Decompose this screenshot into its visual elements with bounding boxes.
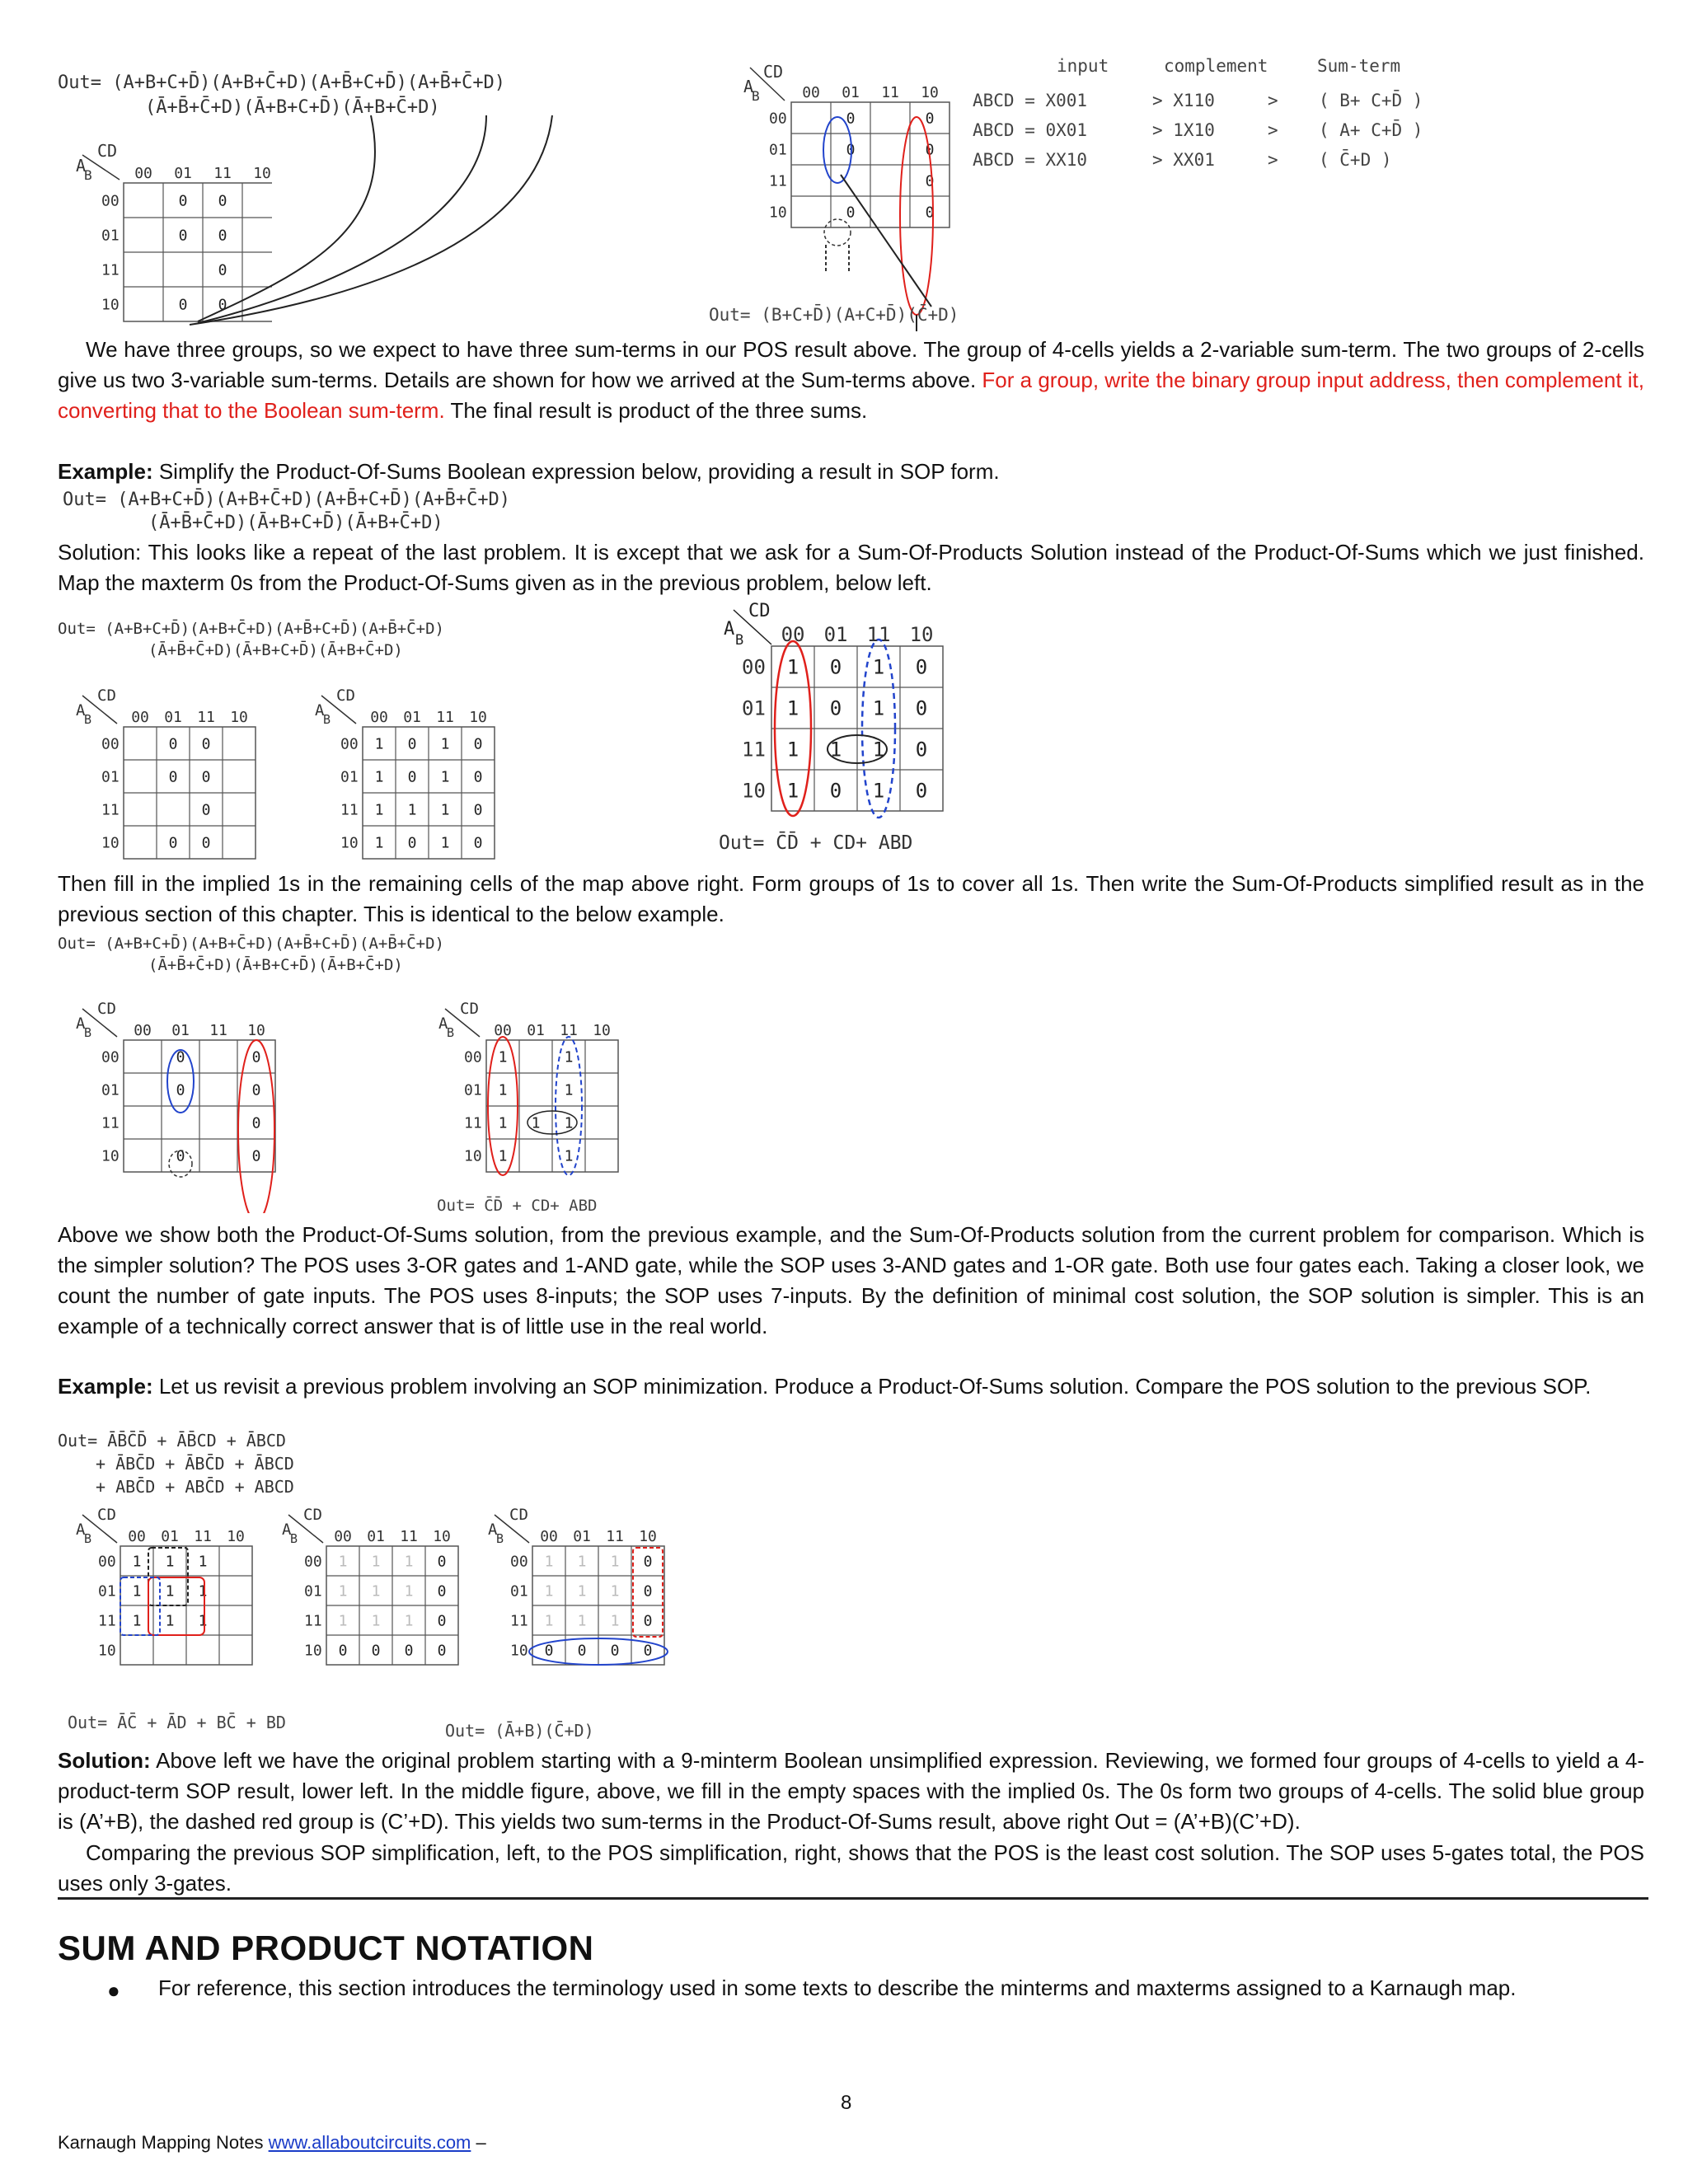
kmap-cell-value: 0 [473,834,483,852]
kmap-row-header: 10 [101,834,120,852]
kmap-cell-value: 0 [437,1612,447,1630]
kmap-cell-value: 0 [925,141,935,159]
kmap-row-header: 00 [340,735,359,753]
kmap-cell-value: 0 [168,834,178,852]
kmap-row-header: 00 [101,1048,120,1066]
kmap-cell-value: 0 [829,655,842,679]
kmap-cell-value: 0 [178,296,188,314]
kmap-row-header: 00 [464,1048,482,1066]
kmap-cell-value: 1 [407,801,417,819]
table-row2-sumterm: ( A+ C+D̄ ) [1319,120,1423,140]
kmap-row-header: 01 [769,141,787,159]
kmap-col-header: 11 [209,1022,227,1039]
kmap-row-header: 01 [101,227,120,245]
example2-out-sop: Out= ĀC̄ + ĀD + BC̄ + BD [68,1713,286,1732]
kmap-cell-value: 1 [198,1612,208,1630]
kmap-cell-value: 1 [786,655,799,679]
example1-expression-line1: Out= (A+B+C+D̄)(A+B+C̄+D)(A+B̄+C+D̄)(A+B̄+C̄+D) [63,490,511,510]
kmap-cell-value: 0 [473,735,483,753]
kmap-col-header: 11 [400,1528,418,1545]
kmap-col-header: 00 [128,1528,146,1545]
kmap-cell-value: 1 [544,1612,554,1630]
kmap-fig3-left [58,999,297,1213]
svg-text:B: B [84,712,92,727]
kmap-row-header: 01 [340,768,359,786]
kmap-cell-value: 1 [165,1582,175,1601]
solution2-comparison: Comparing the previous SOP simplification, left, to the POS simplification, right, shows that the POS is the least cost solution. The SOP uses 5-gates total, the POS uses only 3-gates. [58,1840,1644,1896]
kmap-row-header: 00 [101,735,120,753]
svg-text:B: B [84,1531,92,1546]
kmap-row-header: 01 [101,768,120,786]
svg-text:CD: CD [763,62,784,82]
table-row3-sumterm: ( C̄+D ) [1319,150,1392,170]
kmap-col-header: 10 [230,709,248,726]
kmap-cell-value: 0 [915,738,928,762]
svg-text:A: A [76,701,86,719]
kmap-row-header: 01 [742,696,766,720]
kmap-cell-value: 1 [132,1582,142,1601]
kmap-col-header: 10 [639,1528,657,1545]
kmap-cell-value: 1 [404,1612,414,1630]
kmap-cell-value: 1 [786,738,799,762]
kmap-row-header: 01 [101,1081,120,1099]
svg-text:B: B [290,1531,298,1546]
kmap-cell-value: 1 [872,738,885,762]
kmap-cell-value: 0 [251,1081,261,1099]
kmap-ex2-left [58,1505,272,1694]
kmap-cell-value: 1 [404,1553,414,1571]
example2-expression-line1: Out= ĀB̄C̄D̄ + ĀB̄CD + ĀBCD [58,1431,286,1451]
kmap-cell-value: 1 [564,1081,574,1099]
kmap-cell-value: 1 [440,768,450,786]
kmap-cell-value: 0 [251,1048,261,1066]
table-row1-input: ABCD = X001 [973,91,1088,110]
kmap-col-header: 01 [171,1022,190,1039]
svg-text:CD: CD [460,1000,479,1018]
kmap-cell-value: 0 [915,779,928,803]
kmap-row-header: 11 [101,801,120,819]
kmap-cell-value: 1 [338,1612,348,1630]
kmap-cell-value: 1 [577,1582,587,1601]
kmap-col-header: 01 [527,1022,545,1039]
example1-expression-line2: (Ā+B̄+C̄+D)(Ā+B+C+D̄)(Ā+B+C̄+D) [148,513,443,533]
kmap-row-header: 01 [510,1582,528,1601]
table-row1-arrow: > [1268,91,1278,110]
kmap-row-header: 11 [742,738,766,762]
kmap-row-header: 11 [101,261,120,279]
kmap-cell-value: 1 [610,1553,620,1571]
kmap-col-header: 01 [823,623,848,646]
kmap-cell-value: 0 [925,172,935,190]
kmap-cell-value: 0 [437,1582,447,1601]
kmap-cell-value: 1 [498,1147,508,1165]
svg-text:A: A [282,1521,292,1539]
kmap-cell-value: 1 [132,1612,142,1630]
kmap-cell-value: 1 [531,1114,541,1132]
kmap-cell-value: 0 [643,1612,653,1630]
kmap-row-header: 01 [464,1081,482,1099]
svg-text:A: A [724,619,735,640]
kmap-col-header: 10 [433,1528,451,1545]
svg-text:A: A [743,77,754,96]
kmap-cell-value: 0 [407,768,417,786]
kmap-a-label: A [76,156,87,176]
example1-statement: Example: Simplify the Product-Of-Sums Boolean expression below, providing a result in SOP form. [58,459,1000,484]
kmap-row-header: 11 [101,1114,120,1132]
kmap-cell-value: 0 [846,204,856,222]
kmap-cell-value: 0 [643,1642,653,1660]
table-row3-complement: > XX01 [1152,150,1215,170]
kmap-cell-value: 0 [168,768,178,786]
table-row3-arrow: > [1268,150,1278,170]
kmap-col-header: 10 [909,623,934,646]
kmap-cell-value: 1 [544,1553,554,1571]
svg-text:B: B [323,712,331,727]
kmap-row-header: 10 [464,1147,482,1165]
kmap-col-header: 11 [606,1528,624,1545]
footer: Karnaugh Mapping Notes www.allaboutcircuits.com – [58,2132,486,2153]
section-heading: SUM AND PRODUCT NOTATION [58,1929,594,1967]
kmap-col-header: 00 [781,623,805,646]
kmap-cell-value: 1 [544,1582,554,1601]
kmap-col-header: 00 [494,1022,512,1039]
kmap-col-header: 11 [881,84,899,101]
kmap-cell-value: 0 [201,801,211,819]
kmap-cell-value: 0 [610,1642,620,1660]
kmap-cell-value: 0 [176,1048,185,1066]
kmap-cell-value: 1 [564,1114,574,1132]
svg-text:B: B [84,1025,92,1040]
kmap-cell-value: 1 [577,1612,587,1630]
kmap-row-header: 11 [464,1114,482,1132]
kmap-cell-value: 0 [178,192,188,210]
kmap-cell-value: 1 [404,1582,414,1601]
svg-text:CD: CD [97,687,116,705]
kmap-cell-value: 1 [338,1553,348,1571]
kmap-cell-value: 1 [374,834,384,852]
kmap-row-header: 01 [304,1582,322,1601]
kmap-cell-value: 1 [872,696,885,720]
kmap-col-header: 01 [573,1528,591,1545]
kmap-cell-value: 1 [577,1553,587,1571]
svg-text:A: A [315,701,325,719]
arrows-overlay [140,107,569,338]
kmap-cell-value: 0 [643,1582,653,1601]
kmap-row-header: 00 [101,192,120,210]
kmap-row-header: 00 [510,1553,528,1571]
kmap-cell-value: 1 [338,1582,348,1601]
table-row1-complement: > X110 [1152,91,1215,110]
kmap-col-header: 01 [164,709,182,726]
section-divider [58,1897,1648,1900]
kmap-fig2-right [715,598,1012,854]
example2-expression-line2: + ĀBC̄D + ĀBC̄D + ĀBCD [96,1454,294,1474]
kmap-col-header: 10 [247,1022,265,1039]
svg-text:CD: CD [336,687,355,705]
kmap-cell-value: 0 [829,696,842,720]
kmap-cell-value: 1 [872,655,885,679]
kmap-cell-value: 1 [371,1553,381,1571]
kmap-cell-value: 1 [440,735,450,753]
kmap-row-header: 00 [742,655,766,679]
kmap-row-header: 10 [340,834,359,852]
kmap-cd-label: CD [97,141,118,161]
kmap-cell-value: 1 [564,1048,574,1066]
fig3-expression-line2: (Ā+B̄+C̄+D)(Ā+B+C+D̄)(Ā+B+C̄+D) [148,956,403,974]
kmap-col-header: 00 [134,165,152,182]
kmap-col-header: 11 [194,1528,212,1545]
table-row3-input: ABCD = XX10 [973,150,1088,170]
kmap-col-header: 11 [436,709,454,726]
kmap-cell-value: 1 [440,801,450,819]
kmap-row-header: 10 [510,1642,528,1660]
kmap-row-header: 11 [340,801,359,819]
kmap-col-header: 01 [174,165,192,182]
kmap-row-header: 10 [101,296,120,314]
kmap-cell-value: 0 [925,204,935,222]
kmap-row-header: 00 [304,1553,322,1571]
kmap-row-header: 10 [98,1642,116,1660]
kmap-cell-value: 1 [786,696,799,720]
kmap-cell-value: 0 [404,1642,414,1660]
kmap-cell-value: 0 [251,1147,261,1165]
svg-text:A: A [438,1015,448,1033]
kmap-cell-value: 1 [872,779,885,803]
footer-link[interactable]: www.allaboutcircuits.com [268,2132,471,2153]
kmap-row-header: 11 [510,1612,528,1630]
kmap-cell-value: 1 [374,768,384,786]
svg-text:A: A [76,1015,86,1033]
paragraph-groups-explanation: We have three groups, so we expect to have three sum-terms in our POS result above. The group of 4-cells yields a 2-variable sum-term. The two groups of 2-cells give us two 3-variable sum-terms. Details are shown for how we arrived at the Sum-terms above. For a group, write the binary group input address, then complement it, converting that to the Boolean sum-term. The final result is product of the three sums. [58,337,1644,423]
kmap-col-header: 00 [802,84,820,101]
kmap-cell-value: 0 [915,655,928,679]
kmap-cell-value: 0 [338,1642,348,1660]
solution1-text: Solution: This looks like a repeat of the last problem. It is except that we ask for a Sum-Of-Products Solution instead of the Product-Of-Sums which we just finished. Map the maxterm 0s from the Product-Of-Sums given as in the previous problem, below left. [58,540,1644,595]
svg-text:B: B [752,88,760,104]
kmap-cell-value: 1 [374,801,384,819]
kmap-col-header: 10 [921,84,939,101]
bullet-text: For reference, this section introduces the terminology used in some texts to describe the minterms and maxterms assigned to a Karnaugh map. [158,1975,1517,2000]
kmap-cell-value: 1 [165,1612,175,1630]
table-row1-sumterm: ( B+ C+D̄ ) [1319,91,1423,110]
kmap-cell-value: 0 [201,735,211,753]
red-highlight-text: For a group, write the binary group input address, then complement it, converting that to the Boolean sum-term. [58,368,1644,423]
kmap-cell-value: 0 [473,768,483,786]
example2-expression-line3: + ABC̄D + ABC̄D + ABCD [96,1477,294,1497]
kmap-cell-value: 1 [610,1612,620,1630]
kmap-cell-value: 0 [925,110,935,128]
kmap-cell-value: 0 [251,1114,261,1132]
kmap-row-header: 10 [304,1642,322,1660]
svg-text:A: A [488,1521,498,1539]
table-header-sum-term: Sum-term [1317,56,1401,76]
kmap-col-header: 11 [560,1022,578,1039]
kmap-col-header: 10 [469,709,487,726]
kmap-cell-value: 0 [218,227,227,245]
sop-result: Out= C̄D̄ + CD+ ABD [719,832,913,854]
kmap-cell-value: 0 [846,141,856,159]
svg-text:CD: CD [303,1506,322,1524]
sop-result-small: Out= C̄D̄ + CD+ ABD [437,1197,598,1215]
kmap-col-header: 01 [842,84,860,101]
kmap-col-header: 11 [866,623,891,646]
paragraph-fill-implied-ones: Then fill in the implied 1s in the remaining cells of the map above right. Form groups of 1s to cover all 1s. Then write the Sum-Of-Products simplified result as in the previous section of this chapter. This is identical to the below example. [58,871,1644,926]
kmap-cell-value: 0 [178,227,188,245]
kmap-top-right [725,59,981,331]
kmap-row-header: 00 [98,1553,116,1571]
kmap-cell-value: 0 [201,834,211,852]
kmap-col-header: 00 [131,709,149,726]
kmap-cell-value: 0 [473,801,483,819]
fig2-expression-line1: Out= (A+B+C+D̄)(A+B+C̄+D)(A+B̄+C+D̄)(A+B̄+C̄+D) [58,620,444,638]
kmap-col-header: 10 [227,1528,245,1545]
svg-text:B: B [447,1025,455,1040]
svg-text:B: B [496,1531,504,1546]
kmap-cell-value: 0 [176,1147,185,1165]
kmap-cell-value: 0 [829,779,842,803]
kmap-row-header: 11 [304,1612,322,1630]
kmap-cell-value: 1 [132,1553,142,1571]
svg-text:CD: CD [748,601,771,621]
kmap-cell-value: 0 [371,1642,381,1660]
kmap-cell-value: 0 [407,834,417,852]
table-row2-input: ABCD = 0X01 [973,120,1088,140]
svg-text:A: A [76,1521,86,1539]
kmap-col-header: 11 [197,709,215,726]
kmap-col-header: 00 [540,1528,558,1545]
kmap-cell-value: 0 [577,1642,587,1660]
table-header-complement: complement [1164,56,1268,76]
kmap-cell-value: 0 [218,296,227,314]
svg-text:CD: CD [509,1506,528,1524]
example2-statement: Example: Let us revisit a previous problem involving an SOP minimization. Produce a Product-Of-Sums solution. Compare the POS solution to the previous SOP. [58,1374,1592,1399]
svg-text:B: B [735,632,744,649]
solution2-text: Solution: Above left we have the original problem starting with a 9-minterm Boolean unsimplified expression. Reviewing, we formed four groups of 4-cells to yield a 4-product-term SOP result, lower left. In the middle figure, above, we fill in the empty spaces with the implied 0s. The 0s form two groups of 4-cells. The solid blue group is (A’+B), the dashed red group is (C’+D). This yields two sum-terms in the Product-Of-Sums result, above right Out = (A’+B)(C’+D). [58,1748,1644,1834]
kmap-cell-value: 1 [498,1114,508,1132]
fig2-expression-line2: (Ā+B̄+C̄+D)(Ā+B+C+D̄)(Ā+B+C̄+D) [148,641,403,659]
kmap-ex2-right [470,1505,684,1694]
kmap-cell-value: 0 [915,696,928,720]
kmap-cell-value: 1 [165,1553,175,1571]
kmap-col-header: 00 [370,709,388,726]
kmap-row-header: 10 [769,204,787,222]
kmap-col-header: 01 [161,1528,179,1545]
bullet-dot: ● [107,1978,120,2003]
kmap-cell-value: 0 [643,1553,653,1571]
kmap-cell-value: 0 [176,1081,185,1099]
table-header-input: input [1057,56,1109,76]
kmap-cell-value: 1 [440,834,450,852]
kmap-col-header: 01 [367,1528,385,1545]
kmap-b-label: B [84,167,92,183]
kmap-cell-value: 0 [218,192,227,210]
kmap-cell-value: 1 [786,779,799,803]
kmap-cell-value: 1 [371,1582,381,1601]
kmap-fig2-left [58,686,272,867]
kmap-cell-value: 0 [544,1642,554,1660]
table-row2-arrow: > [1268,120,1278,140]
kmap-row-header: 11 [98,1612,116,1630]
kmap-cell-value: 0 [846,110,856,128]
kmap-col-header: 10 [593,1022,611,1039]
kmap-col-header: 10 [253,165,271,182]
svg-text:CD: CD [97,1506,116,1524]
kmap-cell-value: 0 [218,261,227,279]
paragraph-comparison: Above we show both the Product-Of-Sums solution, from the previous example, and the Sum-Of-Products solution from the current problem for comparison. Which is the simpler solution? The POS uses 3-OR gates and 1-AND gate, while the SOP uses 3-AND gates and 1-OR gate. Both use four gates each. Taking a closer look, we count the number of gate inputs. The POS uses 8-inputs; the SOP uses 7-inputs. By the definition of minimal cost solution, the SOP solution is simpler. This is an example of a technically correct answer that is of little use in the real world. [58,1222,1644,1338]
kmap-cell-value: 0 [437,1553,447,1571]
kmap-col-header: 00 [334,1528,352,1545]
top-out-result: Out= (B+C+D̄)(A+C+D̄)(C̄+D) [709,305,959,325]
kmap-cell-value: 1 [829,738,842,762]
example2-out-pos: Out= (Ā+B)(C̄+D) [445,1721,594,1741]
top-out-expression-line2: (Ā+B̄+C̄+D)(Ā+B+C+D̄)(Ā+B+C̄+D) [145,97,440,118]
top-out-expression-line1: Out= (A+B+C+D̄)(A+B+C̄+D)(A+B̄+C+D̄)(A+B̄+C̄+D) [58,73,506,93]
kmap-col-header: 01 [403,709,421,726]
kmap-cell-value: 1 [374,735,384,753]
kmap-fig2-middle [297,686,511,867]
kmap-fig3-right [420,999,635,1213]
kmap-row-header: 10 [742,779,766,803]
kmap-cell-value: 1 [610,1582,620,1601]
kmap-ex2-middle [264,1505,478,1694]
table-row2-complement: > 1X10 [1152,120,1215,140]
kmap-cell-value: 0 [437,1642,447,1660]
kmap-cell-value: 0 [407,735,417,753]
kmap-row-header: 00 [769,110,787,128]
kmap-cell-value: 0 [168,735,178,753]
kmap-cell-value: 0 [201,768,211,786]
kmap-cell-value: 1 [564,1147,574,1165]
kmap-cell-value: 1 [371,1612,381,1630]
kmap-row-header: 01 [98,1582,116,1601]
kmap-col-header: 11 [213,165,232,182]
kmap-col-header: 00 [134,1022,152,1039]
kmap-row-header: 11 [769,172,787,190]
kmap-cell-value: 1 [198,1582,208,1601]
kmap-cell-value: 1 [498,1048,508,1066]
kmap-cell-value: 1 [198,1553,208,1571]
fig3-expression-line1: Out= (A+B+C+D̄)(A+B+C̄+D)(A+B̄+C+D̄)(A+B̄+C̄+D) [58,935,444,953]
kmap-row-header: 10 [101,1147,120,1165]
kmap-cell-value: 1 [498,1081,508,1099]
page-number: 8 [841,2092,852,2114]
svg-text:CD: CD [97,1000,116,1018]
